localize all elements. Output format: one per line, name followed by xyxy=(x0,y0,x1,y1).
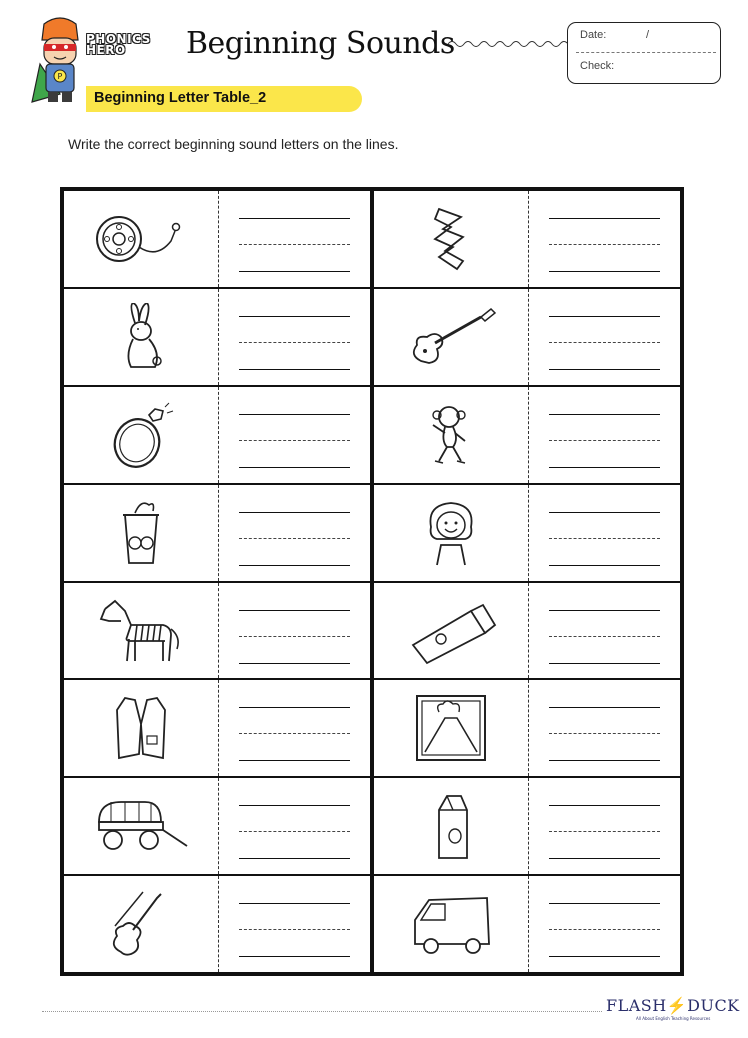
middle-dashed-line xyxy=(239,244,350,245)
middle-dashed-line xyxy=(549,831,660,832)
base-line xyxy=(549,369,660,370)
writing-lines[interactable] xyxy=(219,485,370,581)
writing-lines[interactable] xyxy=(529,387,680,483)
guitar-icon xyxy=(401,303,501,371)
picture-cell xyxy=(64,387,219,483)
brand-line2: HERO xyxy=(86,43,126,57)
picture-cell xyxy=(374,191,529,287)
middle-dashed-line xyxy=(549,538,660,539)
middle-dashed-line xyxy=(239,831,350,832)
lightning-bolt-icon: ⚡ xyxy=(666,996,688,1015)
base-line xyxy=(549,271,660,272)
top-line xyxy=(549,707,660,708)
middle-dashed-line xyxy=(239,538,350,539)
date-check-box xyxy=(567,22,721,84)
table-row xyxy=(374,678,680,776)
top-line xyxy=(239,512,350,513)
table-row xyxy=(64,581,370,679)
middle-dashed-line xyxy=(239,733,350,734)
base-line xyxy=(549,565,660,566)
middle-dashed-line xyxy=(549,929,660,930)
base-line xyxy=(239,663,350,664)
whistle-icon xyxy=(401,597,501,665)
yogurt-icon xyxy=(91,499,191,567)
top-line xyxy=(549,805,660,806)
middle-dashed-line xyxy=(549,342,660,343)
picture-cell xyxy=(64,485,219,581)
table-row xyxy=(64,776,370,874)
base-line xyxy=(239,271,350,272)
base-line xyxy=(549,956,660,957)
footer-tagline: All About English Teaching Resources xyxy=(636,1016,711,1021)
top-line xyxy=(239,316,350,317)
date-label: Date: xyxy=(580,29,607,41)
top-line xyxy=(239,707,350,708)
table-row xyxy=(64,874,370,972)
middle-dashed-line xyxy=(549,636,660,637)
middle-dashed-line xyxy=(549,244,660,245)
base-line xyxy=(549,467,660,468)
base-line xyxy=(239,956,350,957)
picture-cell xyxy=(374,485,529,581)
picture-cell xyxy=(64,876,219,972)
base-line xyxy=(549,858,660,859)
picture-cell xyxy=(374,289,529,385)
middle-dashed-line xyxy=(239,636,350,637)
brand-left: FLASH xyxy=(606,996,667,1015)
check-label: Check: xyxy=(580,60,615,72)
date-separator: / xyxy=(646,29,650,41)
table-row xyxy=(374,287,680,385)
writing-lines[interactable] xyxy=(529,778,680,874)
top-line xyxy=(549,316,660,317)
footer-divider xyxy=(42,1011,602,1012)
base-line xyxy=(239,760,350,761)
wave-decoration xyxy=(448,38,568,50)
picture-cell xyxy=(374,778,529,874)
picture-cell xyxy=(64,583,219,679)
volcano-picture-icon xyxy=(401,694,501,762)
writing-lines[interactable] xyxy=(219,876,370,972)
brand-line1: PHONICS xyxy=(86,32,151,46)
flash-duck-logo xyxy=(606,996,740,1015)
page-title: Beginning Sounds xyxy=(186,26,455,61)
right-column xyxy=(370,191,680,972)
base-line xyxy=(549,760,660,761)
top-line xyxy=(239,414,350,415)
writing-lines[interactable] xyxy=(219,387,370,483)
worksheet-subtitle: Beginning Letter Table_2 xyxy=(94,90,267,106)
picture-cell xyxy=(374,387,529,483)
base-line xyxy=(239,369,350,370)
writing-lines[interactable] xyxy=(219,778,370,874)
base-line xyxy=(239,467,350,468)
vest-icon xyxy=(91,694,191,762)
brand-right: DUCK xyxy=(687,996,740,1015)
ring-icon xyxy=(91,401,191,469)
picture-cell xyxy=(64,778,219,874)
writing-lines[interactable] xyxy=(529,583,680,679)
table-row xyxy=(374,385,680,483)
svg-text:P: P xyxy=(57,72,63,81)
letter-table xyxy=(60,187,684,976)
top-line xyxy=(549,512,660,513)
monkey-icon xyxy=(401,401,501,469)
picture-cell xyxy=(374,680,529,776)
writing-lines[interactable] xyxy=(529,191,680,287)
writing-lines[interactable] xyxy=(529,680,680,776)
base-line xyxy=(239,565,350,566)
writing-lines[interactable] xyxy=(529,876,680,972)
top-line xyxy=(239,610,350,611)
picture-cell xyxy=(64,191,219,287)
base-line xyxy=(239,858,350,859)
zigzag-icon xyxy=(401,205,501,273)
writing-lines[interactable] xyxy=(219,680,370,776)
writing-lines[interactable] xyxy=(529,485,680,581)
zebra-icon xyxy=(91,597,191,665)
picture-cell xyxy=(64,680,219,776)
middle-dashed-line xyxy=(549,733,660,734)
girl-icon xyxy=(401,499,501,567)
picture-cell xyxy=(64,289,219,385)
top-line xyxy=(549,218,660,219)
table-row xyxy=(64,678,370,776)
wagon-icon xyxy=(91,792,191,860)
table-row xyxy=(374,581,680,679)
writing-lines[interactable] xyxy=(219,289,370,385)
middle-dashed-line xyxy=(549,440,660,441)
instructions: Write the correct beginning sound letters on the lines. xyxy=(68,136,399,152)
box-divider xyxy=(576,52,716,53)
table-row xyxy=(64,483,370,581)
phonics-hero-logo xyxy=(86,34,151,56)
picture-cell xyxy=(374,583,529,679)
table-row xyxy=(374,874,680,972)
rabbit-icon xyxy=(91,303,191,371)
violin-icon xyxy=(91,890,191,958)
middle-dashed-line xyxy=(239,929,350,930)
table-row xyxy=(64,385,370,483)
base-line xyxy=(549,663,660,664)
writing-lines[interactable] xyxy=(219,191,370,287)
left-column xyxy=(64,191,370,972)
table-row xyxy=(64,191,370,287)
middle-dashed-line xyxy=(239,342,350,343)
van-icon xyxy=(401,890,501,958)
phonics-hero-mascot-icon xyxy=(30,14,90,106)
top-line xyxy=(549,610,660,611)
yoyo-icon xyxy=(91,205,191,273)
table-row xyxy=(374,191,680,287)
table-row xyxy=(64,287,370,385)
writing-lines[interactable] xyxy=(529,289,680,385)
table-row xyxy=(374,483,680,581)
top-line xyxy=(239,218,350,219)
top-line xyxy=(239,903,350,904)
middle-dashed-line xyxy=(239,440,350,441)
milk-carton-icon xyxy=(401,792,501,860)
top-line xyxy=(239,805,350,806)
table-row xyxy=(374,776,680,874)
top-line xyxy=(549,903,660,904)
top-line xyxy=(549,414,660,415)
picture-cell xyxy=(374,876,529,972)
writing-lines[interactable] xyxy=(219,583,370,679)
